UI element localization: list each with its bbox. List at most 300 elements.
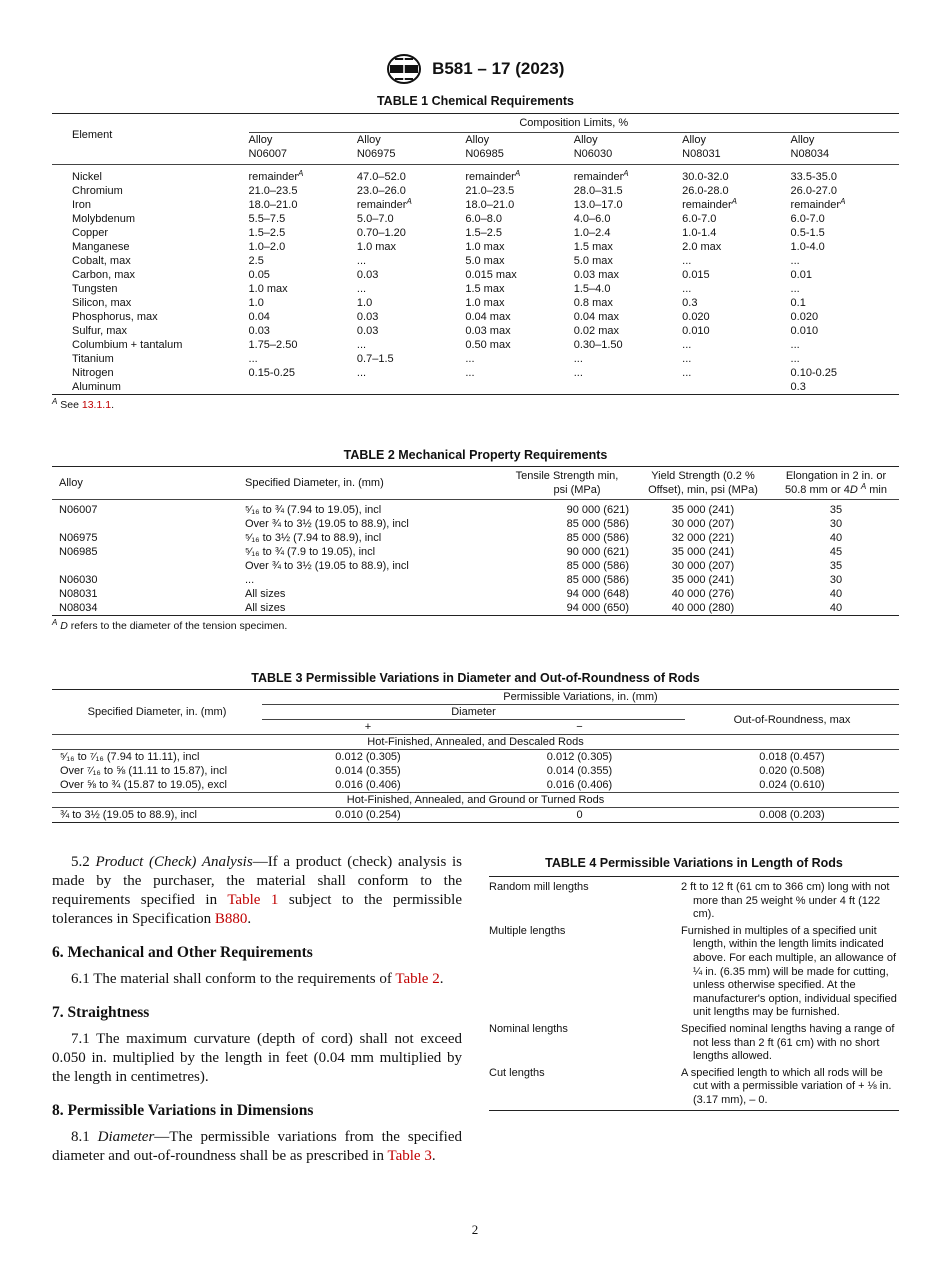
table-row <box>52 601 899 615</box>
composition-value: 33.5-35.0 <box>790 171 838 183</box>
para-text: . <box>439 971 444 987</box>
footnote-mark: A <box>623 169 629 178</box>
table-row <box>489 877 899 922</box>
length-desc-cell: 2 ft to 12 ft (61 cm to 366 cm) long with not more than 25 weight % under 4 ft (122 cm). <box>681 881 890 921</box>
composition-value: ... <box>573 353 583 365</box>
footnote-mark: A <box>840 197 846 206</box>
composition-cell <box>682 282 790 296</box>
composition-cell <box>574 165 682 185</box>
table-2-body <box>52 500 899 616</box>
composition-cell <box>249 324 357 338</box>
composition-value: 28.0–31.5 <box>573 185 623 197</box>
composition-value: 23.0–26.0 <box>356 185 406 197</box>
spec-dia-cell: ¾ to 3½ (19.05 to 88.9), incl <box>60 809 197 821</box>
diameter-cell: All sizes <box>245 588 286 600</box>
composition-cell <box>574 268 682 282</box>
composition-value: 1.0-4.0 <box>790 241 825 253</box>
alloy-header-cell <box>682 133 790 165</box>
yield-header <box>633 467 773 500</box>
footnote-mark: A <box>52 397 58 406</box>
spec-dia-cell: Over ⅝ to ¾ (15.87 to 19.05), excl <box>60 779 227 791</box>
elongation-cell: 30 <box>829 518 843 530</box>
footnote-ref-link[interactable]: 13.1.1 <box>81 399 112 411</box>
para-number: 8.1 <box>71 1129 90 1145</box>
body-text <box>52 853 462 1166</box>
composition-cell <box>249 352 357 366</box>
composition-cell <box>465 282 573 296</box>
minus-header: − <box>576 721 583 733</box>
table-row <box>52 324 899 338</box>
composition-cell <box>249 338 357 352</box>
oor-cell: 0.018 (0.457) <box>759 751 825 763</box>
composition-value: 0.1 <box>790 297 806 309</box>
table-2-footnote <box>52 615 899 632</box>
plus-cell: 0.010 (0.254) <box>335 809 401 821</box>
element-name: Chromium <box>72 185 123 197</box>
composition-cell <box>357 352 465 366</box>
composition-cell <box>465 212 573 226</box>
element-name: Nitrogen <box>72 367 114 379</box>
table-3-diameter-variations <box>52 671 899 823</box>
table-3-link[interactable]: Table 3 <box>387 1148 432 1164</box>
footnote-end: . <box>111 399 114 411</box>
composition-cell <box>791 165 899 185</box>
composition-cell <box>357 338 465 352</box>
composition-value: 1.0–2.0 <box>248 241 286 253</box>
elong-text-a: 50.8 mm or 4 <box>785 484 850 496</box>
table-row <box>52 310 899 324</box>
composition-value: 1.5–2.5 <box>465 227 503 239</box>
element-name: Silicon, max <box>72 297 132 309</box>
composition-value: 0.01 <box>790 269 812 281</box>
composition-cell <box>682 198 790 212</box>
diameter-cell: ⁵⁄₁₆ to ¾ (7.94 to 19.05), incl <box>245 504 382 516</box>
composition-cell <box>682 254 790 268</box>
composition-cell <box>465 165 573 185</box>
composition-value: 0.04 <box>248 311 270 323</box>
composition-value: 6.0–8.0 <box>465 213 503 225</box>
para-italic-title: Diameter <box>97 1129 155 1145</box>
elongation-cell: 45 <box>829 546 843 558</box>
section-heading: Hot-Finished, Annealed, and Descaled Rods <box>367 736 584 748</box>
composition-value: 0.3 <box>790 381 806 393</box>
composition-value: ... <box>790 339 800 351</box>
composition-cell <box>791 296 899 310</box>
composition-value: 2.0 max <box>682 241 722 253</box>
composition-value: ... <box>790 283 800 295</box>
para-text: . <box>431 1148 436 1164</box>
page-number: 2 <box>471 1222 479 1237</box>
oor-cell: 0.020 (0.508) <box>759 765 825 777</box>
composition-value: ... <box>682 255 692 267</box>
composition-value: 0.010 <box>682 325 710 337</box>
element-name: Molybdenum <box>72 213 135 225</box>
diameter-cell: Over ¾ to 3½ (19.05 to 88.9), incl <box>245 560 409 572</box>
composition-value: remainder <box>248 171 299 183</box>
table-row <box>52 500 899 518</box>
composition-cell <box>574 198 682 212</box>
tensile-header <box>501 467 633 500</box>
composition-value: 0.3 <box>682 297 698 309</box>
composition-value: 1.0 max <box>465 241 505 253</box>
table-row <box>52 545 899 559</box>
composition-cell <box>574 240 682 254</box>
composition-cell <box>357 366 465 380</box>
composition-cell <box>357 165 465 185</box>
composition-cell <box>574 324 682 338</box>
composition-cell <box>682 268 790 282</box>
diameter-header: Diameter <box>262 705 685 720</box>
composition-cell <box>791 380 899 394</box>
composition-value: 0.03 <box>356 311 379 323</box>
composition-value: 0.03 max <box>573 269 619 281</box>
alloy-label: Alloy <box>790 134 815 146</box>
element-name: Titanium <box>72 353 114 365</box>
minus-cell: 0.014 (0.355) <box>546 765 613 777</box>
yield-cell: 30 000 (207) <box>671 560 735 572</box>
minus-cell: 0 <box>576 809 583 821</box>
composition-value: 0.03 max <box>465 325 511 337</box>
minus-cell: 0.012 (0.305) <box>546 751 613 763</box>
composition-value: 0.010 <box>790 325 819 337</box>
elongation-header-line2 <box>773 483 899 497</box>
composition-value: ... <box>790 353 800 365</box>
composition-value: 5.5–7.5 <box>248 213 286 225</box>
composition-cell <box>249 240 357 254</box>
element-name: Carbon, max <box>72 269 135 281</box>
alloy-cell: N08031 <box>59 588 98 600</box>
composition-value: 4.0–6.0 <box>573 213 611 225</box>
diameter-cell: All sizes <box>245 602 286 614</box>
yield-cell: 40 000 (276) <box>671 588 735 600</box>
section-7-heading: 7. Straightness <box>52 1004 150 1021</box>
elongation-cell: 40 <box>829 532 843 544</box>
composition-cell <box>682 338 790 352</box>
composition-cell <box>574 226 682 240</box>
alloy-uns: N08034 <box>790 148 830 160</box>
tensile-cell: 85 000 (586) <box>566 560 629 572</box>
composition-limits-header: Composition Limits, % <box>249 114 899 133</box>
table-3-grid <box>52 689 899 822</box>
composition-value: 18.0–21.0 <box>248 199 298 211</box>
alloy-header-cell <box>574 133 682 165</box>
tensile-cell: 90 000 (621) <box>566 504 629 516</box>
standard-designation: B581 – 17 (2023) <box>432 59 565 78</box>
composition-cell <box>465 310 573 324</box>
table-4-grid <box>489 876 899 1108</box>
composition-value: remainder <box>682 199 732 211</box>
composition-cell <box>357 184 465 198</box>
composition-value: remainder <box>790 199 841 211</box>
alloy-label: Alloy <box>356 134 381 146</box>
composition-value: remainder <box>356 199 407 211</box>
table-row <box>52 296 899 310</box>
elongation-cell: 40 <box>829 602 843 614</box>
composition-cell <box>574 352 682 366</box>
composition-cell <box>682 366 790 380</box>
composition-cell <box>791 310 899 324</box>
para-italic-title: Product (Check) Analysis <box>95 854 253 870</box>
composition-cell <box>682 212 790 226</box>
table-1-title: TABLE 1 Chemical Requirements <box>376 94 575 108</box>
length-type-cell: Nominal lengths <box>489 1022 568 1035</box>
table-row <box>52 750 899 765</box>
composition-cell <box>682 226 790 240</box>
composition-cell <box>249 282 357 296</box>
alloy-cell: N08034 <box>59 602 98 614</box>
composition-value: 1.5–4.0 <box>573 283 611 295</box>
yield-cell: 30 000 (207) <box>671 518 735 530</box>
b880-link[interactable]: B880 <box>214 911 248 927</box>
composition-value: 0.5-1.5 <box>790 227 825 239</box>
alloy-header-cell <box>357 133 465 165</box>
table-3-bottom-rule <box>52 822 899 823</box>
composition-value: 0.10-0.25 <box>790 367 838 379</box>
composition-value: 26.0-28.0 <box>682 185 729 197</box>
table-row <box>52 517 899 531</box>
composition-cell <box>465 380 573 394</box>
composition-value: ... <box>248 353 258 365</box>
composition-value: 6.0-7.0 <box>790 213 825 225</box>
composition-value: 0.70–1.20 <box>356 227 406 239</box>
diameter-cell: ⁵⁄₁₆ to 3½ (7.94 to 88.9), incl <box>245 532 382 544</box>
spec-dia-cell: Over ⁷⁄₁₆ to ⅝ (11.11 to 15.87), incl <box>60 765 228 777</box>
length-type-cell: Multiple lengths <box>489 924 566 937</box>
composition-value: 18.0–21.0 <box>465 199 515 211</box>
table-row <box>52 587 899 601</box>
alloy-cell: N06030 <box>59 574 98 586</box>
composition-cell <box>465 352 573 366</box>
footnote-mark: A <box>731 197 738 206</box>
plus-cell: 0.014 (0.355) <box>335 765 401 777</box>
table-3-section-1 <box>52 750 899 793</box>
table-2-mechanical-properties <box>52 448 899 632</box>
composition-value: ... <box>356 255 367 267</box>
composition-value: ... <box>682 353 692 365</box>
paragraph-7-1: 7.1 The maximum curvature (depth of cord) shall not exceed 0.050 in. multiplied by the length in feet (0.04 mm multiplied by the length in centimetres). <box>52 1031 462 1085</box>
composition-value: 0.04 max <box>573 311 619 323</box>
composition-value: 0.05 <box>248 269 270 281</box>
composition-value: ... <box>356 367 367 379</box>
composition-cell <box>357 254 465 268</box>
composition-value: ... <box>790 255 800 267</box>
element-name: Aluminum <box>72 381 121 393</box>
composition-value: ... <box>682 339 692 351</box>
spec-dia-header: Specified Diameter, in. (mm) <box>87 706 227 718</box>
tensile-cell: 90 000 (621) <box>566 546 629 558</box>
composition-cell <box>682 165 790 185</box>
table-row <box>52 165 899 185</box>
table-4-title: TABLE 4 Permissible Variations in Length of Rods <box>545 856 843 870</box>
alloy-cell <box>52 559 245 573</box>
table-row <box>52 559 899 573</box>
yield-cell: 35 000 (241) <box>671 504 735 516</box>
footnote-mark: A <box>298 169 304 178</box>
footnote-mark: A <box>52 618 58 627</box>
composition-cell <box>357 296 465 310</box>
composition-value: 0.03 <box>356 325 379 337</box>
composition-value: 0.50 max <box>465 339 511 351</box>
composition-value: 1.0 <box>356 297 373 309</box>
composition-value: 1.0 max <box>465 297 505 309</box>
composition-cell <box>791 212 899 226</box>
table-row <box>52 366 899 380</box>
composition-cell <box>574 212 682 226</box>
composition-value: 0.15-0.25 <box>248 367 295 379</box>
alloy-header-cell <box>249 133 357 165</box>
elong-text-d: D <box>849 484 858 496</box>
composition-cell <box>791 366 899 380</box>
composition-cell <box>357 268 465 282</box>
para-text: —If a product (check) analysis is made by the purchaser, the material shall conform to the requirements specified in <box>52 854 463 908</box>
perm-var-header: Permissible Variations, in. (mm) <box>262 690 899 705</box>
composition-value: 5.0–7.0 <box>356 213 394 225</box>
composition-value: 1.0 max <box>248 283 288 295</box>
table-1-link[interactable]: Table 1 <box>227 892 279 908</box>
composition-cell <box>791 198 899 212</box>
table-row <box>489 1064 899 1108</box>
elong-text-b: min <box>866 484 887 496</box>
composition-value: 1.75–2.50 <box>248 339 298 351</box>
oor-cell: 0.008 (0.203) <box>759 809 825 821</box>
element-name: Copper <box>72 227 109 239</box>
footnote-text: See <box>60 399 79 411</box>
composition-cell <box>791 268 899 282</box>
composition-cell <box>574 310 682 324</box>
section-6-heading: 6. Mechanical and Other Requirements <box>52 944 313 961</box>
table-row <box>52 764 899 778</box>
para-number: 5.2 <box>71 854 90 870</box>
plus-header: + <box>364 721 372 733</box>
alloy-header-cell <box>791 133 899 165</box>
composition-cell <box>249 254 357 268</box>
table-2-grid <box>52 466 899 615</box>
composition-value: 30.0-32.0 <box>682 171 729 183</box>
paragraph-8-1 <box>52 1128 462 1166</box>
composition-cell <box>682 380 790 394</box>
minus-cell: 0.016 (0.406) <box>546 779 613 791</box>
composition-cell <box>574 282 682 296</box>
composition-value: ... <box>356 283 367 295</box>
table-row <box>52 226 899 240</box>
composition-value: 2.5 <box>248 255 264 267</box>
composition-cell <box>574 380 682 394</box>
elongation-cell: 40 <box>829 588 843 600</box>
table-1-body <box>52 165 899 395</box>
composition-cell <box>791 254 899 268</box>
composition-cell <box>357 212 465 226</box>
section-8-heading: 8. Permissible Variations in Dimensions <box>52 1102 314 1119</box>
composition-cell <box>682 296 790 310</box>
composition-cell <box>465 366 573 380</box>
element-name: Iron <box>72 199 91 211</box>
composition-cell <box>357 324 465 338</box>
alloy-uns: N06975 <box>356 148 396 160</box>
table-1-chemical-requirements <box>52 94 899 411</box>
composition-cell <box>357 380 465 394</box>
table-4-body <box>489 877 899 1108</box>
table-row <box>52 240 899 254</box>
composition-cell <box>682 324 790 338</box>
composition-value: 0.020 <box>682 311 710 323</box>
alloy-label: Alloy <box>465 134 490 146</box>
table-1-grid <box>52 113 899 394</box>
composition-cell <box>357 282 465 296</box>
alloy-label: Alloy <box>248 134 273 146</box>
table-row <box>52 338 899 352</box>
composition-value: 21.0–23.5 <box>248 185 298 197</box>
composition-cell <box>465 184 573 198</box>
composition-cell <box>249 296 357 310</box>
elongation-cell: 35 <box>829 504 843 516</box>
alloy-header-cell <box>465 133 573 165</box>
spec-dia-cell: ⁵⁄₁₆ to ⁷⁄₁₆ (7.94 to 11.11), incl <box>60 751 200 763</box>
table-3-section-2-head <box>52 793 899 808</box>
astm-logo-icon <box>386 54 422 84</box>
composition-value: 26.0-27.0 <box>790 185 838 197</box>
footnote-d: D <box>60 620 68 632</box>
table-row <box>489 1020 899 1064</box>
composition-cell <box>249 268 357 282</box>
diameter-cell: ⁵⁄₁₆ to ¾ (7.9 to 19.05), incl <box>245 546 376 558</box>
composition-value: ... <box>573 367 583 379</box>
diameter-cell: ... <box>245 574 255 586</box>
composition-value: 0.04 max <box>465 311 511 323</box>
footnote-mark: A <box>514 169 521 178</box>
composition-value: 0.02 max <box>573 325 619 337</box>
alloy-cell: N06975 <box>59 532 98 544</box>
composition-cell <box>249 212 357 226</box>
composition-cell <box>249 198 357 212</box>
composition-value: remainder <box>573 171 624 183</box>
composition-value: 1.0-1.4 <box>682 227 717 239</box>
table-2-link[interactable]: Table 2 <box>395 971 440 987</box>
composition-cell <box>249 380 357 394</box>
element-name: Columbium + tantalum <box>72 339 183 351</box>
para-text: . <box>247 911 252 927</box>
oor-header: Out-of-Roundness, max <box>733 713 851 726</box>
paragraph-6-1 <box>52 970 462 989</box>
table-2-title: TABLE 2 Mechanical Property Requirements <box>343 448 608 462</box>
element-name: Nickel <box>72 171 102 183</box>
plus-cell: 0.016 (0.406) <box>335 779 401 791</box>
oor-cell: 0.024 (0.610) <box>759 779 825 791</box>
table-row <box>489 922 899 1020</box>
composition-cell <box>465 296 573 310</box>
table-row <box>52 352 899 366</box>
composition-cell <box>791 226 899 240</box>
yield-cell: 35 000 (241) <box>671 546 735 558</box>
length-desc-cell: Furnished in multiples of a specified unit length, within the length limits indicated above. For each multiple, an allowance of ¼ in. (6.35 mm) will be made for cutting, unless otherwise specified. At the manufacturer's option, individual specified unit lengths may be furnished. <box>681 924 897 1019</box>
table-row <box>52 808 899 823</box>
para-text: —The permissible variations from the specified diameter and out-of-roundness shall be as prescribed in <box>52 1129 462 1164</box>
yield-cell: 35 000 (241) <box>671 574 735 586</box>
composition-cell <box>465 198 573 212</box>
composition-value: 47.0–52.0 <box>356 171 406 183</box>
composition-cell <box>574 338 682 352</box>
tensile-header-line1: Tensile Strength min, <box>515 470 619 482</box>
composition-value: ... <box>682 283 692 295</box>
composition-cell <box>465 324 573 338</box>
table-4-bottom-rule <box>489 1110 899 1111</box>
composition-cell <box>249 165 357 185</box>
composition-cell <box>791 282 899 296</box>
composition-cell <box>791 324 899 338</box>
table-row <box>52 254 899 268</box>
composition-cell <box>465 240 573 254</box>
length-desc-cell: Specified nominal lengths having a range of not less than 2 ft (61 cm) with no short lengths allowed. <box>681 1022 895 1063</box>
composition-value: 1.0 <box>248 297 264 309</box>
